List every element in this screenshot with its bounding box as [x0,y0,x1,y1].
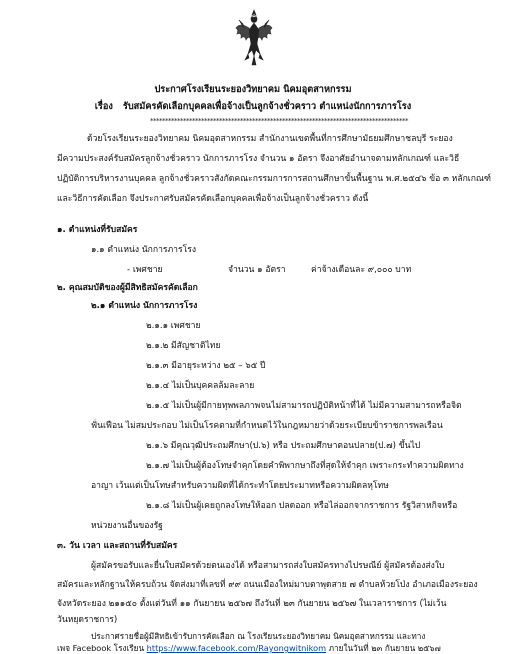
section3-facebook-line [57,643,441,654]
section3-heading: ๓. วัน เวลา และสถานที่รับสมัคร [57,541,178,551]
facebook-link[interactable]: https://www.facebook.com/Rayongwitnikom [146,643,327,653]
qualification-item: ๒.๑.๔ ไม่เป็นบุคคลล้มละลาย [146,381,255,391]
qualification-item: ๒.๑.๓ มีอายุระหว่าง ๒๕ – ๖๕ ปี [146,361,266,371]
intro-line: มีความประสงค์รับสมัครลูกจ้างชั่วคราว นักการภารโรง จำนวน ๑ อัตรา จึงอาศัยอำนาจตามหลักเกณฑ์ และวิธี [57,154,460,164]
qualification-item-continuation: อาญา เว้นแต่เป็นโทษสำหรับความผิดที่ได้กระทำโดยประมาทหรือความผิดลหุโทษ [91,481,389,491]
section2-subheading: ๒.๑ ตำแหน่ง นักการภารโรง [91,301,198,311]
qualification-item-continuation: ฟั่นเฟือน ไม่สมประกอบ ไม่เป็นโรคตามที่กำหนดไว้ในกฎหมายว่าด้วยระเบียบข้าราชการพลเรือน [91,421,443,431]
facebook-suffix: ภายในวันที่ ๒๓ กันยายน ๒๕๖๗ [326,643,441,653]
section3-line: ประกาศรายชื่อผู้มีสิทธิเข้ารับการคัดเลือก ณ โรงเรียนระยองวิทยาคม นิคมอุตสาหกรรม และทาง [91,631,426,641]
subject-text: รับสมัครคัดเลือกบุคคลเพื่อจ้างเป็นลูกจ้างชั่วคราว ตำแหน่งนักการภารโรง [122,101,412,112]
position-gender: - เพศชาย [127,265,163,275]
qualification-item-continuation: หน่วยงานอื่นของรัฐ [91,521,163,531]
qualification-item: ๒.๑.๒ มีสัญชาติไทย [146,341,221,351]
qualification-item: ๒.๑.๑ เพศชาย [146,321,201,331]
qualification-item: ๒.๑.๘ ไม่เป็นผู้เคยถูกลงโทษให้ออก ปลดออก หรือไล่ออกจากราชการ รัฐวิสาหกิจหรือ [146,501,458,511]
section1-item: ๑.๑ ตำแหน่ง นักการภารโรง [91,245,197,255]
intro-line: ด้วยโรงเรียนระยองวิทยาคม นิคมอุตสาหกรรม สำนักงานเขตพื้นที่การศึกษามัธยมศึกษาชลบุรี ระยอง [87,134,453,144]
position-count: จำนวน ๑ อัตรา [228,265,286,275]
section3-line: ผู้สมัครขอรับและยื่นใบสมัครด้วยตนเองได้ หรือสามารถส่งใบสมัครทางไปรษณีย์ ผู้สมัครต้องส่งใบ [91,561,445,571]
facebook-prefix: เพจ Facebook โรงเรียน [57,643,145,653]
section2-heading: ๒. คุณสมบัติของผู้มีสิทธิสมัครคัดเลือก [57,283,198,293]
qualification-item: ๒.๑.๕ ไม่เป็นผู้มีกายทุพพลภาพจนไม่สามารถปฏิบัติหน้าที่ได้ ไม่มีความสามารถหรือจิต [146,401,462,411]
section3-line: วันหยุดราชการ) [57,615,118,625]
section3-line: สมัครและหลักฐานให้ครบถ้วน จัดส่งมาที่เลขที่ ๙๙ ถนนเมืองใหม่มาบตาพุดสาย ๗ ตำบลห้วยโป่ง อำเภอเมืองระยอง [57,580,478,590]
qualification-item: ๒.๑.๖ มีคุณวุฒิประถมศึกษา(ป.๖) หรือ ประถมศึกษาตอนปลาย(ป.๗) ขึ้นไป [146,441,421,451]
garuda-emblem-icon [234,8,274,68]
position-wage: ค่าจ้างเดือนละ ๙,๐๐๐ บาท [311,265,412,275]
announcement-title: ประกาศโรงเรียนระยองวิทยาคม นิคมอุตสาหกรรม [154,84,352,95]
intro-line: ปฏิบัติการบริหารงานบุคคล ลูกจ้างชั่วคราวสังกัดคณะกรรมการการสถานศึกษาขั้นพื้นฐาน พ.ศ.๒๕๔๖ ข้อ ๓ หลักเกณฑ์ [57,174,492,184]
intro-paragraph [57,134,492,214]
intro-line: และวิธีการคัดเลือก จึงประกาศรับสมัครคัดเลือกบุคคลเพื่อจ้างเป็นลูกจ้างชั่วคราว ดังนี้ [57,194,369,204]
announcement-subject [0,101,506,113]
section1-heading: ๑. ตำแหน่งที่รับสมัคร [57,225,138,235]
subject-label: เรื่อง [94,101,113,112]
qualification-item: ๒.๑.๗ ไม่เป็นผู้ต้องโทษจำคุกโดยคำพิพากษาถึงที่สุดให้จำคุก เพราะกระทำความผิดทาง [146,461,464,471]
section3-line: จังหวัดระยอง ๒๑๑๕๐ ตั้งแต่วันที่ ๑๑ กันยายน ๒๕๖๗ ถึงวันที่ ๒๓ กันยายน ๒๕๖๗ ในเวลาราชการ (ไม่เว้น [57,599,447,609]
separator-line: ************************************************************************************** [150,117,408,125]
